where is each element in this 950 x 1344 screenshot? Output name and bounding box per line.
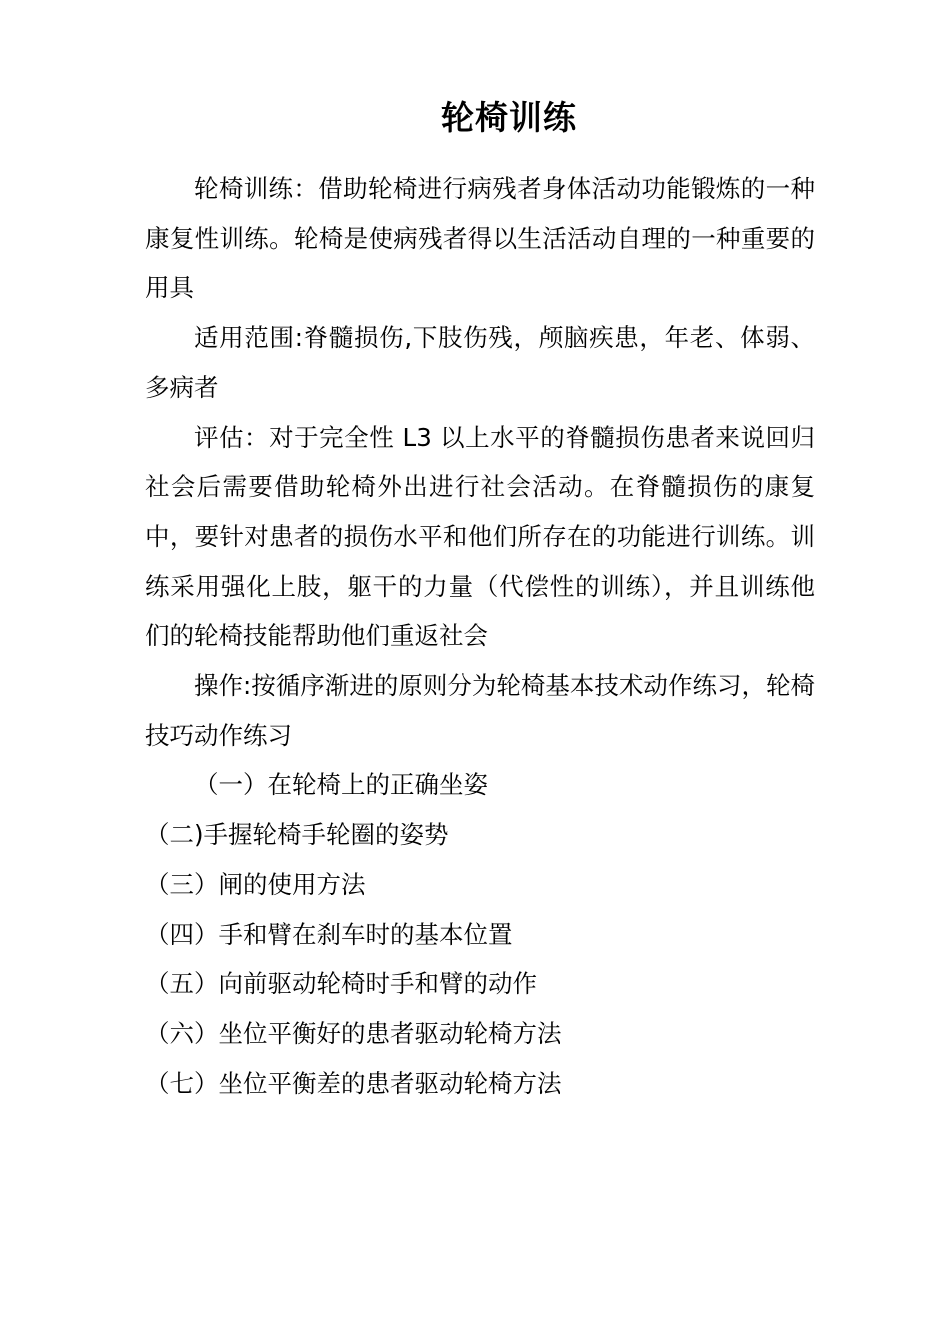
- paragraph-definition: 轮椅训练：借助轮椅进行病残者身体活动功能锻炼的一种康复性训练。轮椅是使病残者得以生活活动自理的一种重要的用具: [145, 174, 815, 303]
- list-item-4: （四）手和臂在刹车时的基本位置: [145, 919, 513, 949]
- list-item-5: （五）向前驱动轮椅时手和臂的动作: [145, 969, 537, 999]
- paragraph-scope: 适用范围:脊髓损伤,下肢伤残，颅脑疾患，年老、体弱、多病者: [145, 323, 815, 402]
- document-title: 轮椅训练: [441, 98, 577, 137]
- paragraph-assessment: 评估：对于完全性 L3 以上水平的脊髓损伤患者来说回归社会后需要借助轮椅外出进行社会活动。在脊髓损伤的康复中，要针对患者的损伤水平和他们所存在的功能进行训练。训练采用强化上肢，躯干的力量（代偿性的训练），并且训练他们的轮椅技能帮助他们重返社会: [145, 422, 815, 651]
- list-item-7: （七）坐位平衡差的患者驱动轮椅方法: [145, 1068, 562, 1098]
- paragraph-operation: 操作:按循序渐进的原则分为轮椅基本技术动作练习，轮椅技巧动作练习: [145, 671, 815, 750]
- list-item-3: （三）闸的使用方法: [145, 869, 366, 899]
- list-item-6: （六）坐位平衡好的患者驱动轮椅方法: [145, 1018, 562, 1048]
- list-item-2: （二)手握轮椅手轮圈的姿势: [145, 820, 449, 850]
- document-body: [145, 164, 815, 1108]
- list-item-1: （一）在轮椅上的正确坐姿: [194, 770, 488, 800]
